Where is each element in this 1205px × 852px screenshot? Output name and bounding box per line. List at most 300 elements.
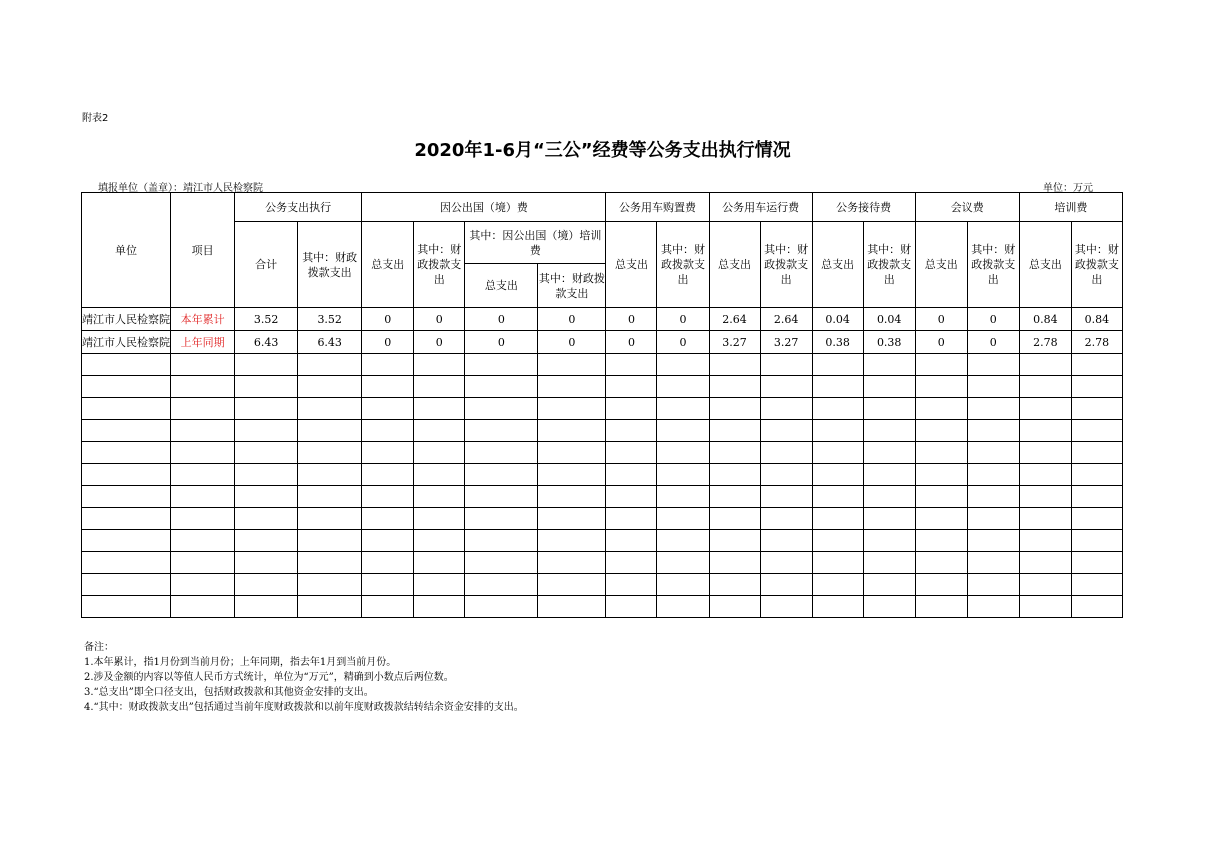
empty-cell: [538, 420, 606, 442]
row-value: 0: [915, 331, 967, 354]
empty-cell: [657, 508, 709, 530]
empty-cell: [362, 552, 414, 574]
empty-cell: [362, 464, 414, 486]
empty-cell: [1019, 574, 1071, 596]
empty-cell: [298, 596, 362, 618]
empty-row: [82, 552, 1123, 574]
empty-cell: [298, 420, 362, 442]
empty-cell: [465, 530, 538, 552]
empty-cell: [82, 530, 171, 552]
empty-cell: [915, 376, 967, 398]
empty-cell: [657, 552, 709, 574]
empty-cell: [606, 530, 657, 552]
row-item: 本年累计: [171, 308, 235, 331]
empty-cell: [760, 398, 812, 420]
empty-cell: [967, 552, 1019, 574]
empty-cell: [709, 376, 760, 398]
empty-cell: [82, 596, 171, 618]
empty-cell: [967, 420, 1019, 442]
empty-cell: [1019, 398, 1071, 420]
row-value: 0: [657, 308, 709, 331]
page-title: 2020年1-6月“三公”经费等公务支出执行情况: [414, 140, 791, 161]
note-4: 4.“其中：财政拨款支出”包括通过当前年度财政拨款和以前年度财政拨款结转结余资金安排的支出。: [84, 702, 524, 713]
empty-cell: [606, 420, 657, 442]
empty-cell: [465, 464, 538, 486]
empty-cell: [362, 376, 414, 398]
empty-cell: [915, 486, 967, 508]
header-training-total: 总支出: [1019, 222, 1071, 308]
empty-cell: [760, 442, 812, 464]
empty-cell: [967, 574, 1019, 596]
empty-cell: [709, 574, 760, 596]
empty-cell: [465, 574, 538, 596]
row-value: 3.27: [760, 331, 812, 354]
row-value: 0: [414, 331, 465, 354]
empty-cell: [915, 574, 967, 596]
empty-cell: [967, 464, 1019, 486]
empty-cell: [298, 486, 362, 508]
empty-cell: [538, 398, 606, 420]
empty-cell: [760, 354, 812, 376]
note-2: 2.涉及金额的内容以等值人民币方式统计，单位为“万元”，精确到小数点后两位数。: [84, 672, 454, 683]
empty-cell: [657, 596, 709, 618]
empty-cell: [967, 442, 1019, 464]
empty-row: [82, 376, 1123, 398]
empty-cell: [657, 486, 709, 508]
note-3: 3.“总支出”即全口径支出，包括财政拨款和其他资金安排的支出。: [84, 687, 374, 698]
header-abroad-total: 总支出: [362, 222, 414, 308]
empty-cell: [298, 464, 362, 486]
header-abroad-training-fiscal: 其中：财政拨款支出: [538, 264, 606, 308]
empty-cell: [235, 398, 298, 420]
empty-cell: [235, 552, 298, 574]
empty-cell: [967, 486, 1019, 508]
empty-cell: [82, 420, 171, 442]
empty-cell: [863, 442, 915, 464]
empty-cell: [414, 530, 465, 552]
header-total-sum: 合计: [235, 222, 298, 308]
header-fiscal: 其中：财政拨款支出: [298, 222, 362, 308]
empty-cell: [760, 552, 812, 574]
row-value: 0: [362, 331, 414, 354]
header-car-operation: 公务用车运行费: [709, 193, 812, 222]
empty-cell: [171, 376, 235, 398]
empty-cell: [235, 420, 298, 442]
empty-cell: [606, 398, 657, 420]
empty-cell: [414, 486, 465, 508]
empty-cell: [812, 530, 863, 552]
empty-cell: [538, 596, 606, 618]
empty-cell: [1019, 508, 1071, 530]
empty-cell: [812, 398, 863, 420]
empty-cell: [82, 486, 171, 508]
empty-cell: [362, 398, 414, 420]
empty-cell: [709, 354, 760, 376]
empty-cell: [657, 464, 709, 486]
empty-cell: [1019, 552, 1071, 574]
empty-cell: [82, 376, 171, 398]
empty-cell: [812, 464, 863, 486]
header-abroad-training: 其中：因公出国（境）培训费: [465, 222, 606, 264]
empty-cell: [812, 442, 863, 464]
row-value: 0.84: [1071, 308, 1122, 331]
empty-cell: [657, 442, 709, 464]
note-1: 1.本年累计，指1月份到当前月份；上年同期，指去年1月到当前月份。: [84, 657, 397, 668]
empty-cell: [538, 486, 606, 508]
empty-cell: [709, 398, 760, 420]
empty-cell: [915, 530, 967, 552]
empty-cell: [82, 442, 171, 464]
empty-cell: [863, 574, 915, 596]
empty-cell: [1071, 596, 1122, 618]
empty-cell: [967, 596, 1019, 618]
empty-cell: [171, 530, 235, 552]
empty-cell: [298, 508, 362, 530]
empty-cell: [915, 552, 967, 574]
empty-cell: [465, 596, 538, 618]
empty-cell: [538, 442, 606, 464]
empty-cell: [235, 574, 298, 596]
header-reception-fiscal: 其中：财政拨款支出: [863, 222, 915, 308]
empty-cell: [812, 376, 863, 398]
empty-cell: [657, 574, 709, 596]
empty-cell: [362, 596, 414, 618]
empty-cell: [760, 530, 812, 552]
header-public-exec: 公务支出执行: [235, 193, 362, 222]
empty-cell: [915, 354, 967, 376]
empty-cell: [414, 354, 465, 376]
empty-cell: [760, 574, 812, 596]
header-abroad-training-total: 总支出: [465, 264, 538, 308]
empty-cell: [1019, 486, 1071, 508]
empty-row: [82, 354, 1123, 376]
row-value: 3.52: [298, 308, 362, 331]
empty-cell: [362, 420, 414, 442]
empty-cell: [863, 376, 915, 398]
header-abroad-fiscal: 其中：财政拨款支出: [414, 222, 465, 308]
empty-cell: [863, 530, 915, 552]
empty-cell: [915, 596, 967, 618]
empty-cell: [709, 464, 760, 486]
empty-cell: [235, 354, 298, 376]
header-item: 项目: [171, 193, 235, 308]
empty-cell: [538, 508, 606, 530]
row-value: 0: [362, 308, 414, 331]
row-value: 3.27: [709, 331, 760, 354]
empty-cell: [657, 398, 709, 420]
empty-cell: [538, 464, 606, 486]
empty-cell: [362, 530, 414, 552]
header-meeting-total: 总支出: [915, 222, 967, 308]
empty-cell: [760, 508, 812, 530]
empty-cell: [538, 574, 606, 596]
empty-cell: [967, 354, 1019, 376]
empty-cell: [362, 442, 414, 464]
empty-cell: [760, 376, 812, 398]
empty-cell: [1019, 530, 1071, 552]
empty-cell: [362, 508, 414, 530]
row-value: 0: [967, 308, 1019, 331]
notes-heading: 备注：: [84, 642, 114, 653]
row-value: 2.78: [1071, 331, 1122, 354]
row-unit: 靖江市人民检察院: [82, 308, 171, 331]
empty-cell: [915, 420, 967, 442]
empty-cell: [1019, 596, 1071, 618]
expenditure-table: [81, 192, 1123, 618]
empty-cell: [1019, 376, 1071, 398]
empty-cell: [1071, 442, 1122, 464]
empty-cell: [1071, 530, 1122, 552]
empty-cell: [709, 530, 760, 552]
empty-cell: [606, 464, 657, 486]
header-abroad: 因公出国（境）费: [362, 193, 606, 222]
empty-cell: [414, 508, 465, 530]
empty-cell: [812, 508, 863, 530]
empty-cell: [235, 486, 298, 508]
empty-cell: [171, 596, 235, 618]
empty-cell: [414, 596, 465, 618]
empty-cell: [414, 464, 465, 486]
row-value: 0.38: [863, 331, 915, 354]
empty-cell: [82, 574, 171, 596]
empty-cell: [1071, 508, 1122, 530]
empty-cell: [812, 486, 863, 508]
header-training-fiscal: 其中：财政拨款支出: [1071, 222, 1122, 308]
empty-cell: [414, 420, 465, 442]
empty-cell: [235, 464, 298, 486]
empty-cell: [863, 596, 915, 618]
empty-cell: [709, 486, 760, 508]
header-unit: 单位: [82, 193, 171, 308]
attachment-label: 附表2: [82, 113, 109, 124]
empty-cell: [967, 376, 1019, 398]
empty-cell: [863, 508, 915, 530]
empty-cell: [1071, 398, 1122, 420]
empty-cell: [235, 596, 298, 618]
row-value: 0: [538, 308, 606, 331]
row-item: 上年同期: [171, 331, 235, 354]
empty-cell: [414, 552, 465, 574]
empty-cell: [863, 486, 915, 508]
empty-cell: [465, 354, 538, 376]
row-value: 0.04: [863, 308, 915, 331]
row-value: 2.78: [1019, 331, 1071, 354]
empty-cell: [465, 508, 538, 530]
header-car-operation-fiscal: 其中：财政拨款支出: [760, 222, 812, 308]
empty-cell: [760, 486, 812, 508]
fill-unit-label: 填报单位（盖章）：靖江市人民检察院: [98, 183, 263, 194]
empty-cell: [915, 464, 967, 486]
empty-cell: [606, 552, 657, 574]
row-value: 0: [414, 308, 465, 331]
empty-cell: [538, 530, 606, 552]
empty-row: [82, 420, 1123, 442]
empty-cell: [465, 442, 538, 464]
empty-cell: [657, 420, 709, 442]
empty-cell: [298, 552, 362, 574]
empty-cell: [465, 552, 538, 574]
empty-cell: [967, 530, 1019, 552]
empty-row: [82, 574, 1123, 596]
empty-cell: [812, 574, 863, 596]
empty-cell: [298, 530, 362, 552]
row-value: 0: [915, 308, 967, 331]
empty-cell: [362, 486, 414, 508]
empty-cell: [1071, 354, 1122, 376]
empty-cell: [82, 508, 171, 530]
row-value: 0.84: [1019, 308, 1071, 331]
empty-row: [82, 530, 1123, 552]
empty-cell: [812, 354, 863, 376]
empty-cell: [709, 420, 760, 442]
empty-cell: [709, 596, 760, 618]
empty-cell: [171, 508, 235, 530]
empty-cell: [1071, 486, 1122, 508]
notes: [84, 640, 524, 715]
empty-cell: [82, 398, 171, 420]
empty-cell: [657, 376, 709, 398]
empty-cell: [465, 420, 538, 442]
empty-cell: [171, 442, 235, 464]
empty-cell: [465, 486, 538, 508]
empty-cell: [657, 354, 709, 376]
row-value: 0: [606, 331, 657, 354]
row-value: 2.64: [760, 308, 812, 331]
empty-cell: [915, 508, 967, 530]
empty-cell: [760, 420, 812, 442]
row-value: 0: [967, 331, 1019, 354]
row-value: 0: [657, 331, 709, 354]
empty-cell: [298, 574, 362, 596]
empty-cell: [606, 508, 657, 530]
header-car-purchase: 公务用车购置费: [606, 193, 709, 222]
empty-cell: [538, 376, 606, 398]
empty-cell: [414, 376, 465, 398]
empty-row: [82, 464, 1123, 486]
header-reception-total: 总支出: [812, 222, 863, 308]
empty-cell: [863, 420, 915, 442]
table-row: [82, 308, 1123, 331]
empty-cell: [812, 596, 863, 618]
row-value: 2.64: [709, 308, 760, 331]
row-value: 0.04: [812, 308, 863, 331]
header-reception: 公务接待费: [812, 193, 915, 222]
empty-cell: [465, 398, 538, 420]
empty-cell: [465, 376, 538, 398]
empty-row: [82, 398, 1123, 420]
empty-cell: [1019, 354, 1071, 376]
empty-cell: [863, 552, 915, 574]
empty-cell: [760, 464, 812, 486]
row-value: 0: [538, 331, 606, 354]
empty-cell: [709, 508, 760, 530]
empty-cell: [171, 486, 235, 508]
empty-cell: [414, 574, 465, 596]
empty-cell: [538, 552, 606, 574]
empty-cell: [171, 420, 235, 442]
empty-cell: [171, 574, 235, 596]
empty-cell: [82, 464, 171, 486]
empty-row: [82, 442, 1123, 464]
empty-cell: [1071, 420, 1122, 442]
empty-cell: [606, 486, 657, 508]
header-car-purchase-fiscal: 其中：财政拨款支出: [657, 222, 709, 308]
empty-cell: [709, 442, 760, 464]
empty-cell: [298, 442, 362, 464]
header-training: 培训费: [1019, 193, 1122, 222]
empty-cell: [235, 508, 298, 530]
empty-cell: [657, 530, 709, 552]
header-car-operation-total: 总支出: [709, 222, 760, 308]
empty-cell: [298, 354, 362, 376]
empty-cell: [82, 552, 171, 574]
empty-cell: [812, 552, 863, 574]
empty-cell: [1019, 420, 1071, 442]
empty-cell: [760, 596, 812, 618]
empty-cell: [812, 420, 863, 442]
empty-row: [82, 486, 1123, 508]
empty-cell: [1071, 552, 1122, 574]
empty-cell: [1019, 464, 1071, 486]
empty-cell: [235, 376, 298, 398]
table-row: [82, 331, 1123, 354]
empty-cell: [1071, 376, 1122, 398]
empty-cell: [538, 354, 606, 376]
empty-cell: [414, 398, 465, 420]
empty-cell: [362, 574, 414, 596]
empty-row: [82, 508, 1123, 530]
row-value: 0: [465, 331, 538, 354]
empty-cell: [235, 530, 298, 552]
empty-cell: [915, 398, 967, 420]
row-value: 0: [606, 308, 657, 331]
empty-cell: [235, 442, 298, 464]
empty-cell: [298, 398, 362, 420]
row-unit: 靖江市人民检察院: [82, 331, 171, 354]
empty-cell: [863, 464, 915, 486]
row-value: 6.43: [235, 331, 298, 354]
unit-label: 单位：万元: [1043, 183, 1093, 194]
empty-cell: [915, 442, 967, 464]
row-value: 0: [465, 308, 538, 331]
empty-cell: [171, 354, 235, 376]
empty-cell: [967, 398, 1019, 420]
empty-cell: [606, 574, 657, 596]
empty-cell: [171, 398, 235, 420]
empty-cell: [298, 376, 362, 398]
row-value: 3.52: [235, 308, 298, 331]
empty-cell: [414, 442, 465, 464]
header-car-purchase-total: 总支出: [606, 222, 657, 308]
empty-cell: [1071, 464, 1122, 486]
empty-cell: [967, 508, 1019, 530]
empty-cell: [1071, 574, 1122, 596]
row-value: 6.43: [298, 331, 362, 354]
empty-cell: [606, 442, 657, 464]
empty-cell: [171, 464, 235, 486]
header-meeting: 会议费: [915, 193, 1019, 222]
empty-row: [82, 596, 1123, 618]
empty-cell: [709, 552, 760, 574]
empty-cell: [362, 354, 414, 376]
empty-cell: [606, 376, 657, 398]
empty-cell: [82, 354, 171, 376]
empty-cell: [606, 596, 657, 618]
empty-cell: [863, 354, 915, 376]
empty-cell: [863, 398, 915, 420]
header-meeting-fiscal: 其中：财政拨款支出: [967, 222, 1019, 308]
empty-cell: [171, 552, 235, 574]
